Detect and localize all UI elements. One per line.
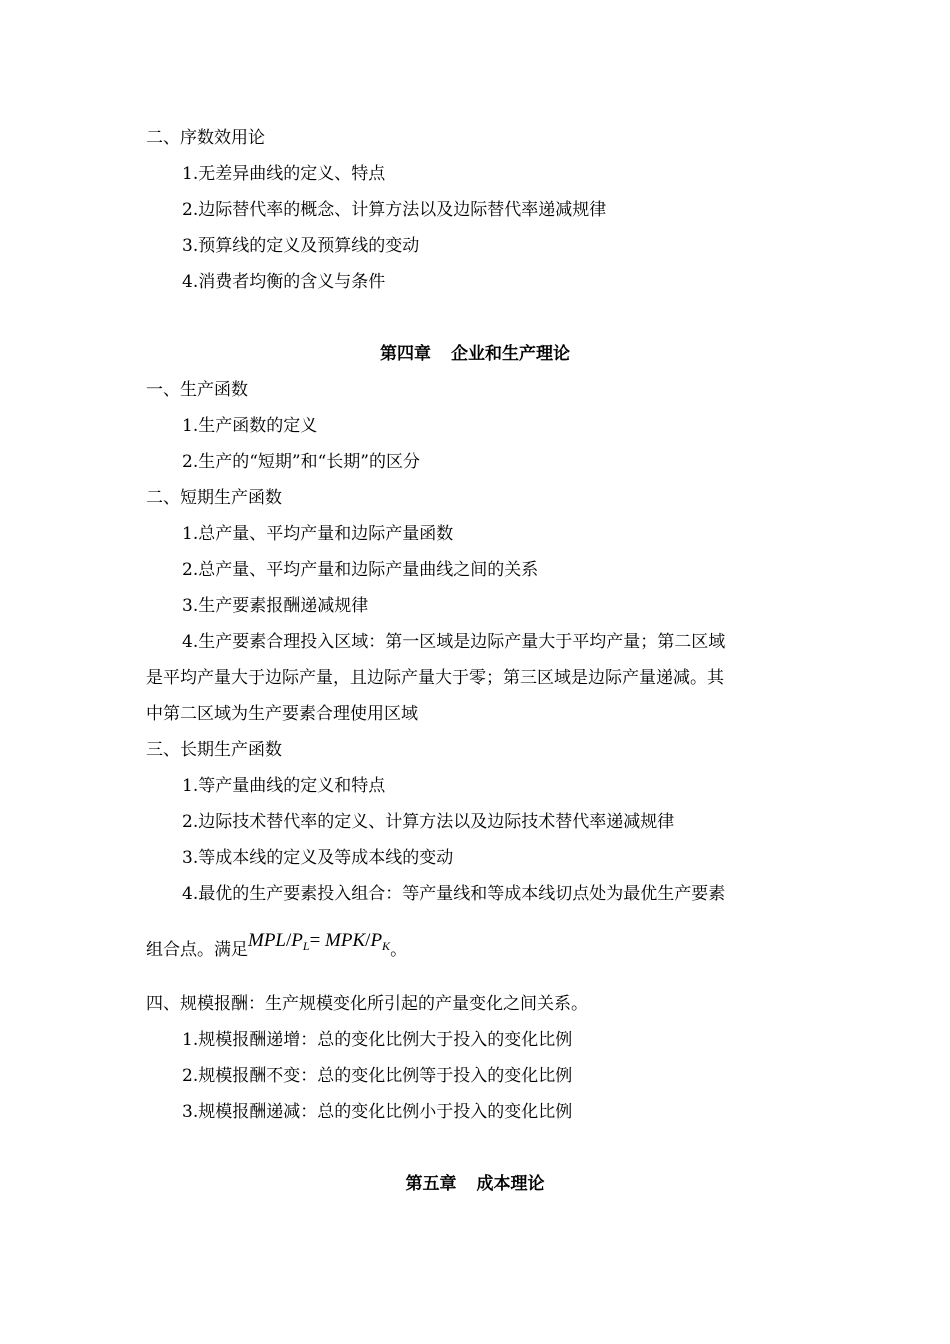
list-item: 2.总产量、平均产量和边际产量曲线之间的关系 xyxy=(182,560,539,580)
chapter-heading xyxy=(0,1172,950,1196)
list-item: 3.等成本线的定义及等成本线的变动 xyxy=(182,848,454,868)
list-item: 1.总产量、平均产量和边际产量函数 xyxy=(182,524,454,544)
list-item: 3.规模报酬递减：总的变化比例小于投入的变化比例 xyxy=(182,1102,573,1122)
list-item: 3.预算线的定义及预算线的变动 xyxy=(182,236,420,256)
chapter-label: 第五章 xyxy=(405,1174,457,1194)
chapter-heading xyxy=(0,342,950,366)
list-item: 1.生产函数的定义 xyxy=(182,416,318,436)
list-item: 1.等产量曲线的定义和特点 xyxy=(182,776,386,796)
list-item: 2.规模报酬不变：总的变化比例等于投入的变化比例 xyxy=(182,1066,573,1086)
list-item: 2.边际技术替代率的定义、计算方法以及边际技术替代率递减规律 xyxy=(182,812,675,832)
section-heading-production-function: 一、生产函数 xyxy=(146,380,248,400)
chapter-name: 企业和生产理论 xyxy=(451,344,570,364)
list-item: 3.生产要素报酬递减规律 xyxy=(182,596,369,616)
list-item: 2.边际替代率的概念、计算方法以及边际替代率递减规律 xyxy=(182,200,607,220)
formula-suffix: 。 xyxy=(390,940,408,960)
list-item: 1.规模报酬递增：总的变化比例大于投入的变化比例 xyxy=(182,1030,573,1050)
chapter-label: 第四章 xyxy=(380,344,431,364)
section-heading-returns-to-scale: 四、规模报酬：生产规模变化所引起的产量变化之间关系。 xyxy=(146,994,588,1014)
paragraph-line: 是平均产量大于边际产量，且边际产量大于零；第三区域是边际产量递减。其 xyxy=(146,668,724,688)
section-heading-ordinal-utility: 二、序数效用论 xyxy=(146,128,265,148)
chapter-name: 成本理论 xyxy=(476,1174,545,1194)
paragraph-line: 中第二区域为生产要素合理使用区域 xyxy=(146,704,418,724)
section-heading-short-run: 二、短期生产函数 xyxy=(146,488,282,508)
paragraph-line: 4.最优的生产要素投入组合：等产量线和等成本线切点处为最优生产要素 xyxy=(182,884,726,904)
formula-prefix: 组合点。满足 xyxy=(146,940,248,960)
list-item: 1.无差异曲线的定义、特点 xyxy=(182,164,386,184)
paragraph-line-with-formula xyxy=(146,930,408,967)
list-item: 2.生产的“短期”和“长期”的区分 xyxy=(182,452,420,472)
optimal-input-formula: MPL/$P_L= MPK/P_K$ xyxy=(248,930,391,953)
list-item: 4.消费者均衡的含义与条件 xyxy=(182,272,386,292)
section-heading-long-run: 三、长期生产函数 xyxy=(146,740,282,760)
paragraph-line: 4.生产要素合理投入区域：第一区域是边际产量大于平均产量；第二区域 xyxy=(182,632,726,652)
